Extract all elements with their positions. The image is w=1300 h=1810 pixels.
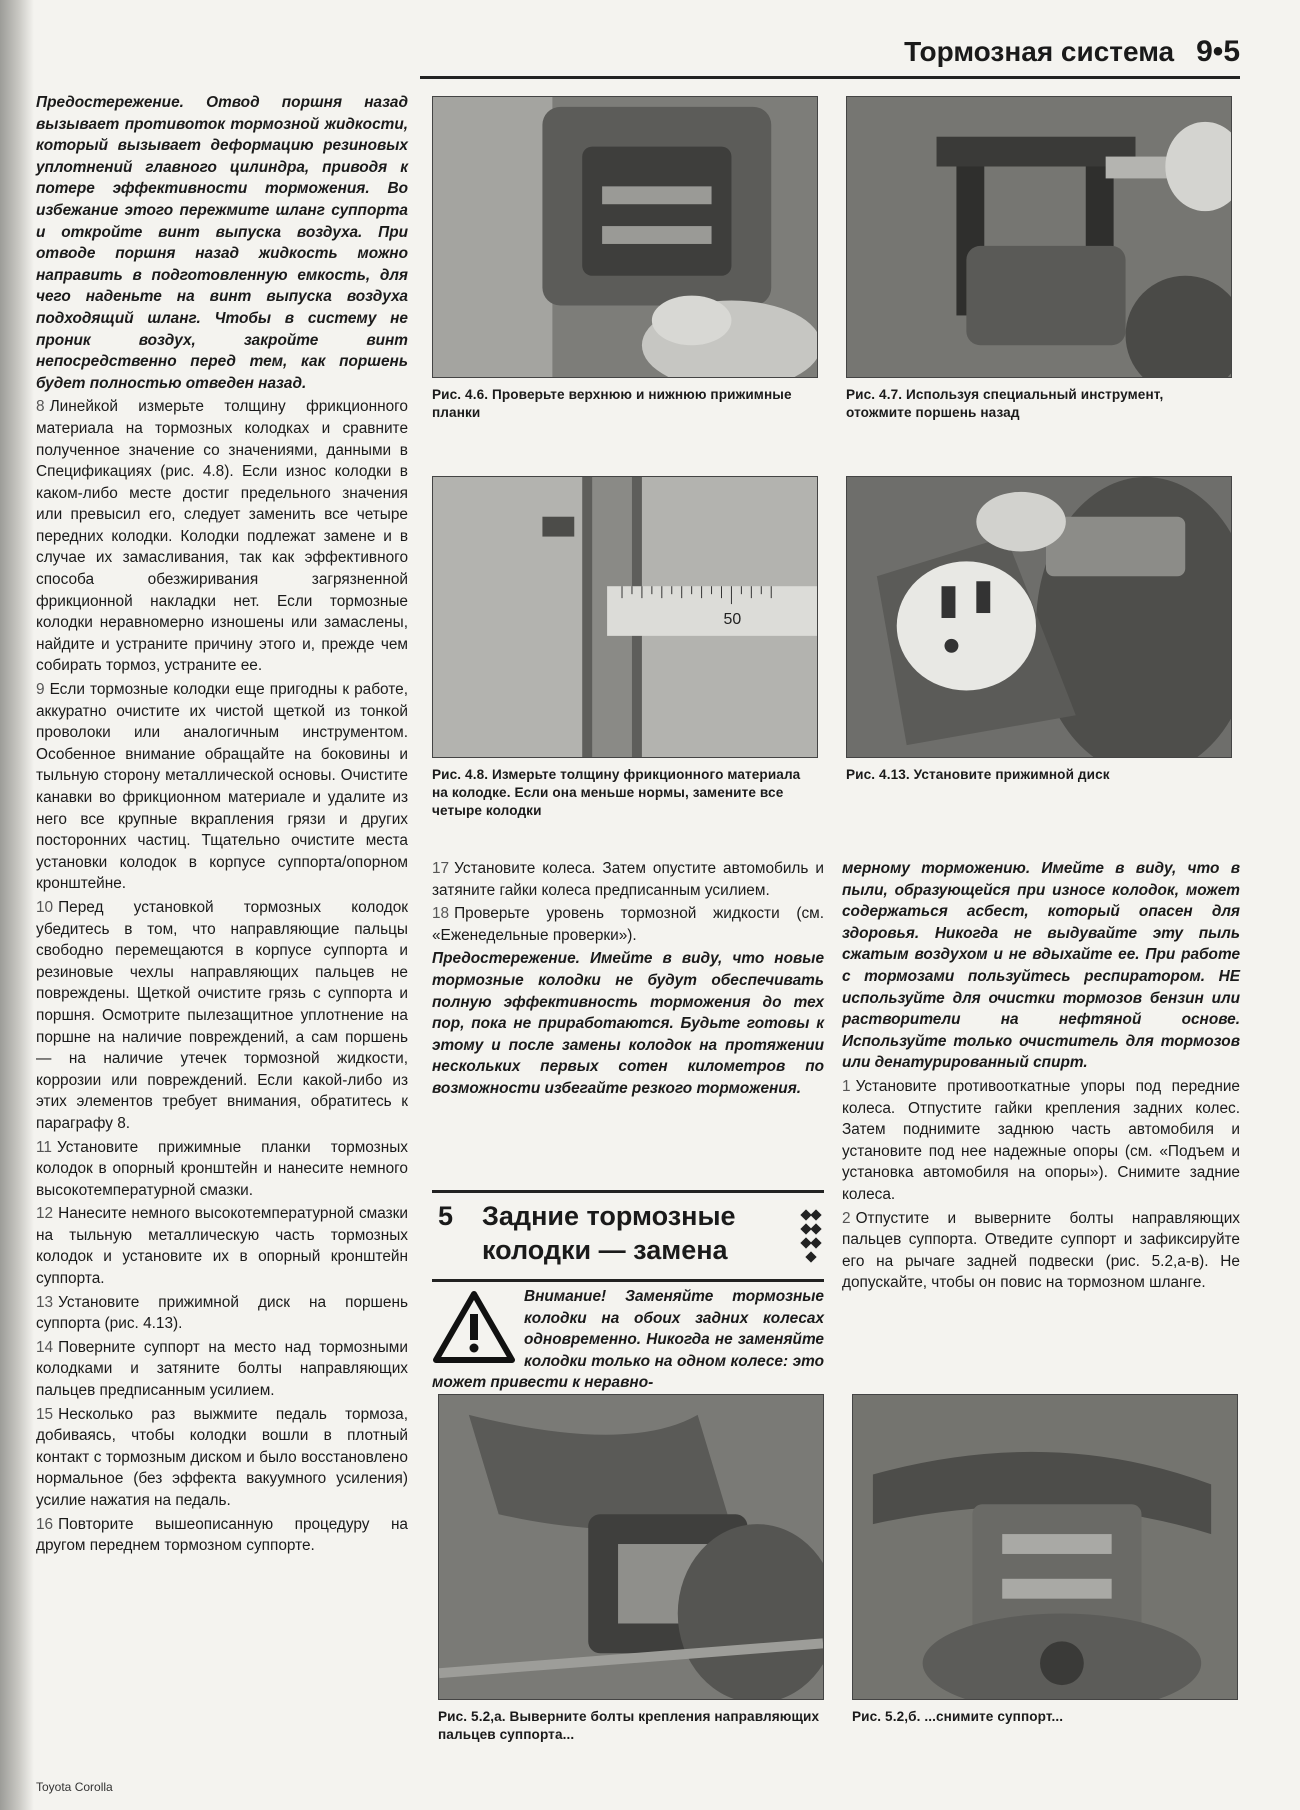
warning-paragraph: Предостережение. Имейте в виду, что новые тормозные колодки не будут обеспечивать полную эффективность торможения до тех пор, пока не приработаются. Будьте готовы к этому и после замены колодок на протяжении нескольких первых сотен километров по возможности избегайте резкого торможения. — [432, 950, 824, 1097]
figure-5-2b — [852, 1394, 1238, 1726]
figure-5-2a — [438, 1394, 824, 1744]
left-column — [36, 92, 408, 1559]
figure-4-13 — [846, 476, 1232, 784]
warning-paragraph: мерному торможению. Имейте в виду, что в пыли, образующейся при износе колодок, может содержаться асбест, который опасен для здоровья. Никогда не выдувайте эту пыль сжатым воздухом и не вдыхайте ее. При работе с тормозами пользуйтесь респиратором. НЕ используйте для очистки тормозов бензин или растворители на нефтяной основе. Используйте только очиститель для тормозов или денатурированный спирт. — [842, 860, 1240, 1072]
figure-caption: Рис. 4.6. Проверьте верхнюю и нижнюю прижимные планки — [432, 387, 792, 420]
paragraph-17: 17 Установите колеса. Затем опустите автомобиль и затяните гайки колеса предписанным усилием. — [432, 860, 824, 899]
figure-caption: Рис. 4.7. Используя специальный инструмент, отожмите поршень назад — [846, 387, 1164, 420]
paragraph-2: 2 Отпустите и выверните болты направляющих пальцев суппорта. Отведите суппорт и зафиксируйте его на рычаге задней подвески (рис. 5.2,а-в). Не допускайте, чтобы он повис на тормозном шланге. — [842, 1209, 1240, 1292]
ruler-mark: 50 — [723, 610, 742, 628]
right-column — [842, 858, 1240, 1296]
page-header — [420, 28, 1240, 79]
photo-piston-tool — [846, 96, 1232, 378]
photo-brake-pad-clips — [432, 96, 818, 378]
figure-caption: Рис. 4.13. Установите прижимной диск — [846, 767, 1110, 782]
paragraph-10: 10 Перед установкой тормозных колодок убедитесь в том, что направляющие пальцы свободно перемещаются в корпусе суппорта и резиновые чехлы направляющих пальцев не повреждены. Щеткой очистите грязь с суппорта и поршня. Осмотрите пылезащитное уплотнение на поршне на наличие повреждений, а сам поршень — на наличие утечек тормозной жидкости, коррозии или повреждений. Если какой-либо из этих элементов требует внимания, обратитесь к параграфу 8. — [36, 898, 408, 1132]
middle-column — [432, 858, 824, 1102]
photo-caliper-bolts — [438, 1394, 824, 1700]
attention-text: Внимание! Заменяйте тормозные колодки на обоих задних колесах одновременно. Никогда не заменяйте колодки только на одном колесе: это может привести к неравно- — [432, 1288, 824, 1392]
attention-box — [432, 1286, 824, 1396]
section-title: Задние тормозные колодки — замена — [482, 1201, 736, 1265]
figure-4-8 — [432, 476, 818, 820]
figure-caption: Рис. 5.2,б. ...снимите суппорт... — [852, 1709, 1064, 1724]
figure-caption: Рис. 5.2,а. Выверните болты крепления направляющих пальцев суппорта... — [438, 1709, 820, 1742]
book-title-footer: Toyota Corolla — [36, 1780, 113, 1794]
paragraph-8: 8 Линейкой измерьте толщину фрикционного материала на тормозных колодках и сравните полученное значение со значениями, данными в Спецификациях (рис. 4.8). Если износ колодки в каком-либо месте достиг предельного значения или превысил его, следует заменить все четыре передних колодки. Колодки подлежат замене и в случае их замасливания, так как эффективного способа обезжиривания загрязненной фрикционной накладки нет. Если тормозные колодки неравномерно изношены или замаслены, найдите и устраните причину этого и, прежде чем собирать тормоз, устраните ее. — [36, 398, 408, 675]
paragraph-15: 15 Несколько раз выжмите педаль тормоза, добиваясь, чтобы колодки вошли в плотный контакт с тормозным диском и было восстановлено нормальное (без эффекта вакуумного усиления) усилие нажатия на педаль. — [36, 1405, 408, 1509]
paragraph-14: 14 Поверните суппорт на место над тормозными колодками и затяните болты направляющих пальцев предписанным усилием. — [36, 1338, 408, 1400]
book-spine-shadow — [0, 0, 34, 1810]
photo-ruler-measurement — [432, 476, 818, 758]
photo-caliper-removed — [852, 1394, 1238, 1700]
photo-pressure-disc — [846, 476, 1232, 758]
figure-caption: Рис. 4.8. Измерьте толщину фрикционного материала на колодке. Если она меньше нормы, замените все четыре колодки — [432, 767, 801, 818]
difficulty-icon — [800, 1207, 824, 1265]
section-number: 5 — [438, 1201, 454, 1231]
paragraph-18: 18 Проверьте уровень тормозной жидкости (см. «Еженедельные проверки»). — [432, 905, 824, 944]
page-number: 9•5 — [1196, 35, 1240, 68]
paragraph-12: 12 Нанесите немного высокотемпературной смазки на тыльную металлическую часть тормозных колодок и установите их в опорный кронштейн суппорта. — [36, 1205, 408, 1288]
paragraph-9: 9 Если тормозные колодки еще пригодны к работе, аккуратно очистите их чистой щеткой из тонкой проволоки или аналогичным инструментом. Особенное внимание обращайте на боковины и тыльную сторону металлической основы. Очистите канавки во фрикционном материале и удалите из него все крупные вкрапления грязи и других посторонних частиц. Тщательно очистите места установки колодок в корпусе суппорта/опорном кронштейне. — [36, 681, 408, 893]
section-heading — [432, 1190, 824, 1282]
paragraph-1: 1 Установите противооткатные упоры под передние колеса. Отпустите гайки крепления задних колес. Затем поднимите заднюю часть автомобиля и установите под нее надежные опоры (см. «Подъем и установка автомобиля на опоры»). Снимите задние колеса. — [842, 1077, 1240, 1203]
warning-paragraph: Предостережение. Отвод поршня назад вызывает противоток тормозной жидкости, который вызывает деформацию резиновых уплотнений главного цилиндра, приводя к потере эффективности торможения. Во избежание этого пережмите шланг суппорта и откройте винт выпуска воздуха. При отводе поршня назад жидкость можно направить в подготовленную емкость, для чего наденьте на винт выпуска воздуха подходящий шланг. Чтобы в систему не проник воздух, закройте винт непосредственно перед тем, как поршень будет полностью отведен назад. — [36, 94, 408, 392]
paragraph-13: 13 Установите прижимной диск на поршень суппорта (рис. 4.13). — [36, 1293, 408, 1333]
paragraph-11: 11 Установите прижимные планки тормозных колодок в опорный кронштейн и нанесите немного высокотемпературной смазки. — [36, 1138, 408, 1199]
figure-4-7 — [846, 96, 1232, 422]
chapter-title: Тормозная система — [904, 36, 1175, 67]
paragraph-16: 16 Повторите вышеописанную процедуру на другом переднем тормозном суппорте. — [36, 1515, 408, 1555]
figure-4-6 — [432, 96, 818, 422]
warning-triangle-icon — [432, 1290, 516, 1364]
